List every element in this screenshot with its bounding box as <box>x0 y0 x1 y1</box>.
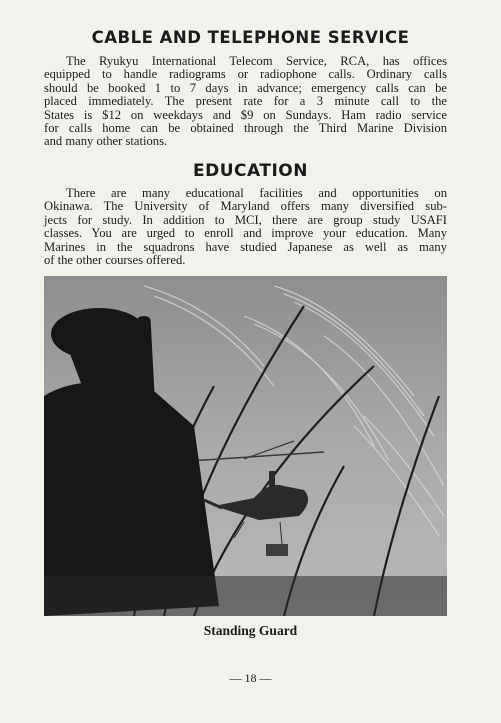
paragraph-line: Marines in the squadrons have studied Japanese as well as many <box>44 239 447 254</box>
photo-caption: Standing Guard <box>203 623 298 638</box>
paragraph-line: of the other courses offered. <box>44 253 186 268</box>
paragraph-line: classes. You are urged to enroll and improve your education. Many <box>44 226 447 241</box>
paragraph-line: There are many educational facilities and opportunities on <box>66 186 447 200</box>
photo-illustration <box>44 276 447 616</box>
education-paragraph <box>44 187 447 267</box>
paragraph-line: placed immediately. The present rate for a 3 minute call to the <box>44 94 447 109</box>
page-number: — 18 — <box>229 671 272 685</box>
cable-paragraph <box>44 55 447 149</box>
paragraph-line: and many other stations. <box>44 134 168 149</box>
paragraph-line: jects for study. In addition to MCI, there are group study USAFI <box>44 212 447 227</box>
paragraph-line: equipped to handle radiograms or radiophone calls. Ordinary calls <box>44 67 447 82</box>
standing-guard-photo <box>44 276 447 616</box>
paragraph-line: The Ryukyu International Telecom Service, RCA, has offices <box>66 54 447 68</box>
paragraph-line: for calls home can be obtained through the Third Marine Division <box>44 121 447 136</box>
section-heading-education: EDUCATION <box>193 161 308 181</box>
section-heading-cable: CABLE AND TELEPHONE SERVICE <box>91 28 410 47</box>
paragraph-line: Okinawa. The University of Maryland offers many diversified sub- <box>44 199 447 214</box>
paragraph-line: should be booked 1 to 7 days in advance; emergency calls can be <box>44 80 447 95</box>
paragraph-line: States is $12 on weekdays and $9 on Sundays. Ham radio service <box>44 107 447 122</box>
